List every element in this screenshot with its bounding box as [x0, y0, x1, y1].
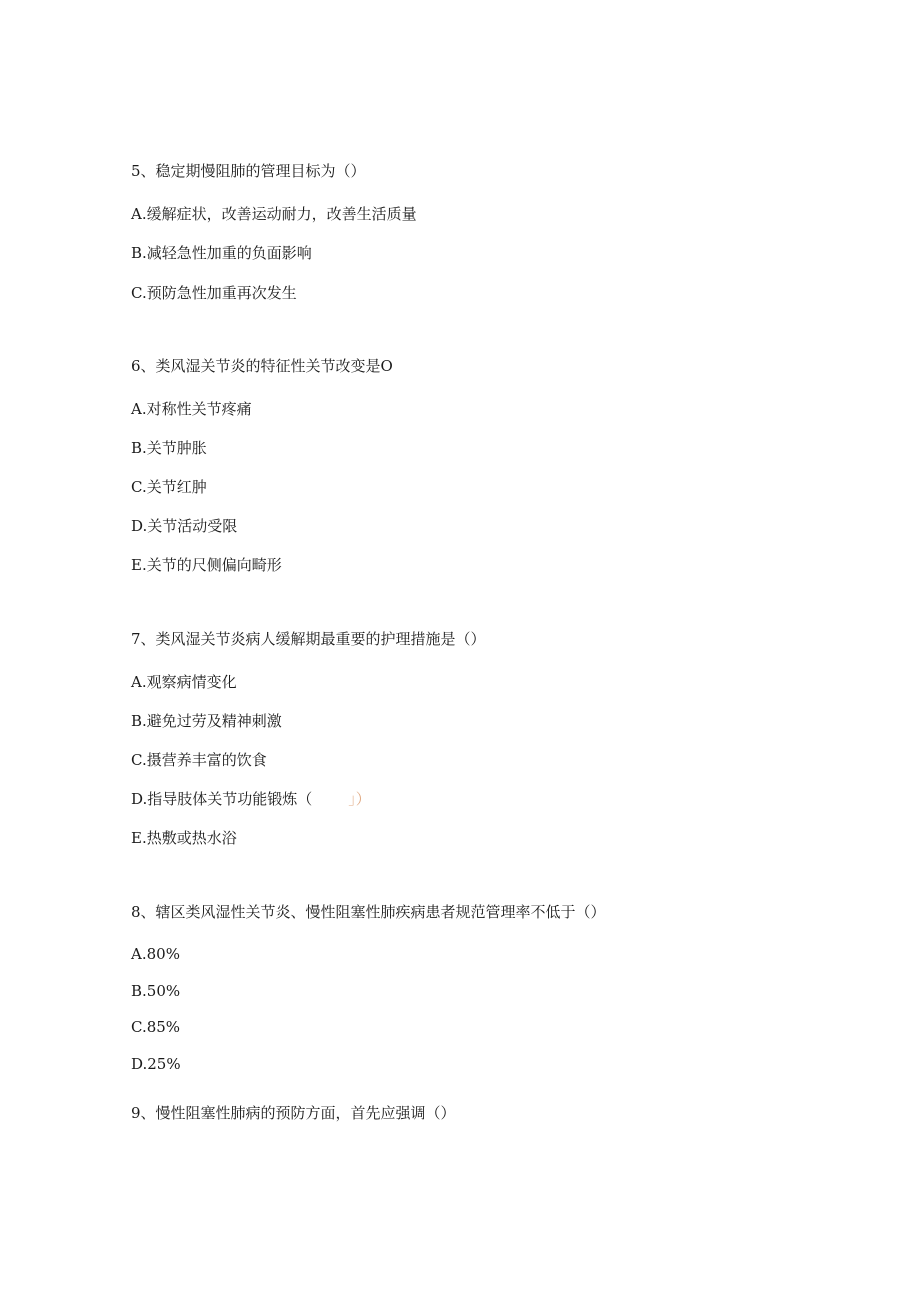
question-8-option-c: C.85% [131, 1018, 181, 1036]
question-6-option-e: E.关节的尺侧偏向畸形 [131, 556, 282, 574]
question-6-stem: 6、类风湿关节炎的特征性关节改变是O [131, 357, 393, 375]
question-8-option-a: A.80% [131, 945, 180, 963]
question-6-option-d: D.关节活动受限 [131, 517, 238, 535]
question-7-option-b: B.避免过劳及精神刺激 [131, 712, 282, 730]
question-7-stem: 7、类风湿关节炎病人缓解期最重要的护理措施是（） [131, 630, 486, 648]
question-7-option-e: E.热敷或热水浴 [131, 829, 237, 847]
question-8-option-d: D.25% [131, 1055, 181, 1073]
question-5-option-a: A.缓解症状，改善运动耐力，改善生活质量 [131, 205, 417, 223]
question-6-option-b: B.关节肿胀 [131, 439, 207, 457]
question-7-option-d: D.指导肢体关节功能锻炼（ [131, 790, 313, 808]
question-7-option-d-line [131, 789, 371, 809]
question-5-option-b: B.减轻急性加重的负面影响 [131, 244, 312, 262]
question-6-option-c: C.关节红肿 [131, 478, 207, 496]
question-8-option-b: B.50% [131, 982, 181, 1000]
question-8-stem: 8、辖区类风湿性关节炎、慢性阻塞性肺疾病患者规范管理率不低于（） [131, 903, 606, 921]
question-7-option-a: A.观察病情变化 [131, 673, 237, 691]
question-7-option-c: C.摄营养丰富的饮食 [131, 751, 267, 769]
question-5-stem: 5、稳定期慢阻肺的管理目标为（） [131, 162, 366, 180]
question-9-stem: 9、慢性阻塞性肺病的预防方面，首先应强调（） [131, 1104, 456, 1122]
question-6-option-a: A.对称性关节疼痛 [131, 400, 252, 418]
question-7-option-d-mark: 」） [348, 790, 371, 808]
question-5-option-c: C.预防急性加重再次发生 [131, 284, 297, 302]
